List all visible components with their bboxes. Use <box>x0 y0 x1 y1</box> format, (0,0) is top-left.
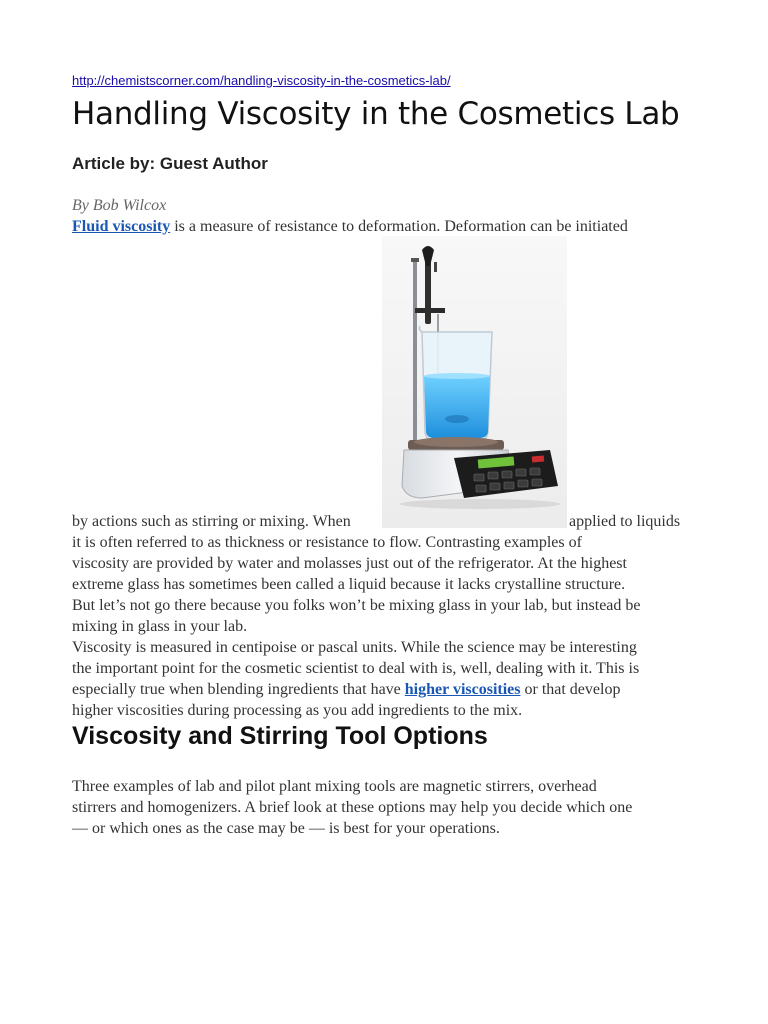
paragraph-2-line-1: Viscosity is measured in centipoise or pascal units. While the science may be interesting <box>72 639 637 656</box>
fluid-viscosity-link[interactable]: Fluid viscosity <box>72 218 171 235</box>
source-url-link[interactable]: http://chemistscorner.com/handling-viscosity-in-the-cosmetics-lab/ <box>72 73 451 88</box>
paragraph-1-line-5: extreme glass has sometimes been called a liquid because it lacks crystalline structure. <box>72 576 626 593</box>
paragraph-1-text-before: by actions such as stirring or mixing. When <box>72 513 351 530</box>
page-title: Handling Viscosity in the Cosmetics Lab <box>72 96 680 132</box>
paragraph-1-line-1 <box>72 217 628 237</box>
paragraph-1-text-after: applied to liquids <box>569 513 681 530</box>
paragraph-1-line-4: viscosity are provided by water and molasses just out of the refrigerator. At the highest <box>72 555 627 572</box>
magnetic-stirrer-icon <box>382 236 567 528</box>
paragraph-1-line-6: But let’s not go there because you folks won’t be mixing glass in your lab, but instead be <box>72 597 641 614</box>
paragraph-2-line-4: higher viscosities during processing as you add ingredients to the mix. <box>72 702 523 719</box>
paragraph-1-line-2 <box>72 512 351 532</box>
article-byline: Article by: Guest Author <box>72 154 268 173</box>
paragraph-1-text: is a measure of resistance to deformation. Deformation can be initiated <box>170 218 628 235</box>
section-heading: Viscosity and Stirring Tool Options <box>72 722 488 750</box>
paragraph-2-line-3 <box>72 680 620 700</box>
author-name: By Bob Wilcox <box>72 197 167 214</box>
paragraph-2-line-2: the important point for the cosmetic scientist to deal with is, well, dealing with it. This is <box>72 660 640 677</box>
paragraph-1-line-2-end <box>569 512 680 532</box>
paragraph-1-line-7: mixing in glass in your lab. <box>72 618 248 635</box>
section-paragraph-line-2: stirrers and homogenizers. A brief look at these options may help you decide which one <box>72 799 633 816</box>
higher-viscosities-link[interactable]: higher viscosities <box>404 681 521 698</box>
paragraph-1-line-3: it is often referred to as thickness or resistance to flow. Contrasting examples of <box>72 534 582 551</box>
paragraph-2-text-after: or that develop <box>520 681 621 698</box>
paragraph-2-text-before: especially true when blending ingredients that have <box>72 681 405 698</box>
section-paragraph-line-3: — or which ones as the case may be — is best for your operations. <box>72 820 500 837</box>
section-paragraph-line-1: Three examples of lab and pilot plant mixing tools are magnetic stirrers, overhead <box>72 778 597 795</box>
stirrer-image <box>382 236 567 528</box>
